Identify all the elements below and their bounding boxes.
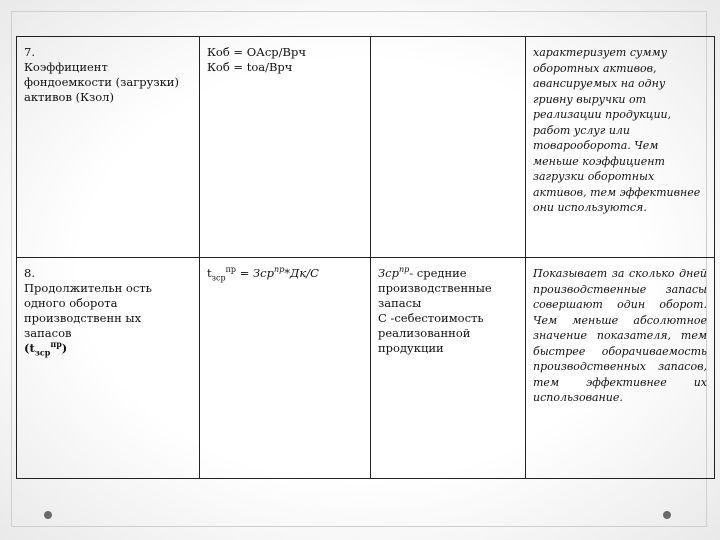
- variables-cell: [371, 258, 526, 479]
- table-row: [17, 37, 715, 258]
- indicator-name-line: производственн ых: [24, 311, 142, 325]
- indicator-symbol: $(t_{зср}^{пр})$: [24, 339, 68, 358]
- indicator-name-line: Коэффициент: [24, 60, 108, 74]
- indicator-name-line: активов (Кзол): [24, 90, 114, 104]
- indicator-name-cell: [17, 258, 200, 479]
- table-row: [17, 258, 715, 479]
- indicator-name-line: одного оборота: [24, 296, 118, 310]
- formula-line: Коб = toa/Врч: [207, 60, 293, 74]
- indicator-number: 7.: [24, 45, 35, 59]
- description-cell: [526, 258, 715, 479]
- formula-cell: [200, 258, 371, 479]
- indicator-name-cell: [17, 37, 200, 258]
- formula-line: $t_{зср}^{пр} = Зср^{пр}*Дк/С$: [207, 265, 319, 283]
- formula-line: Коб = ОАср/Врч: [207, 45, 306, 59]
- description-text: характеризует сумму оборотных активов, авансируемых на одну гривну выручки от реализации продукции, работ услуг или товарооборота. Чем меньше коэффициент загрузки оборотных активов, тем эффективнее они используются.: [533, 46, 701, 214]
- left-bullet-dot: [44, 511, 52, 519]
- indicator-table: [16, 36, 715, 479]
- variable-z: Зср$^{пр}$- средние производственные запасы: [378, 265, 492, 310]
- indicator-name-line: фондоемкости (загрузки): [24, 75, 179, 89]
- description-text: Показывает за сколько дней производственные запасы совершают один оборот. Чем меньше абсолютное значение показателя, тем быстрее оборачиваемость производственных запасов, тем эффективнее их использование.: [533, 267, 707, 404]
- indicator-name-line: запасов: [24, 326, 72, 340]
- variable-c: С -себестоимость реализованной продукции: [378, 311, 484, 355]
- indicator-number: 8.: [24, 266, 35, 280]
- description-cell: [526, 37, 715, 258]
- right-bullet-dot: [663, 511, 671, 519]
- variables-cell: [371, 37, 526, 258]
- formula-cell: [200, 37, 371, 258]
- indicator-name-line: Продолжительн ость: [24, 281, 152, 295]
